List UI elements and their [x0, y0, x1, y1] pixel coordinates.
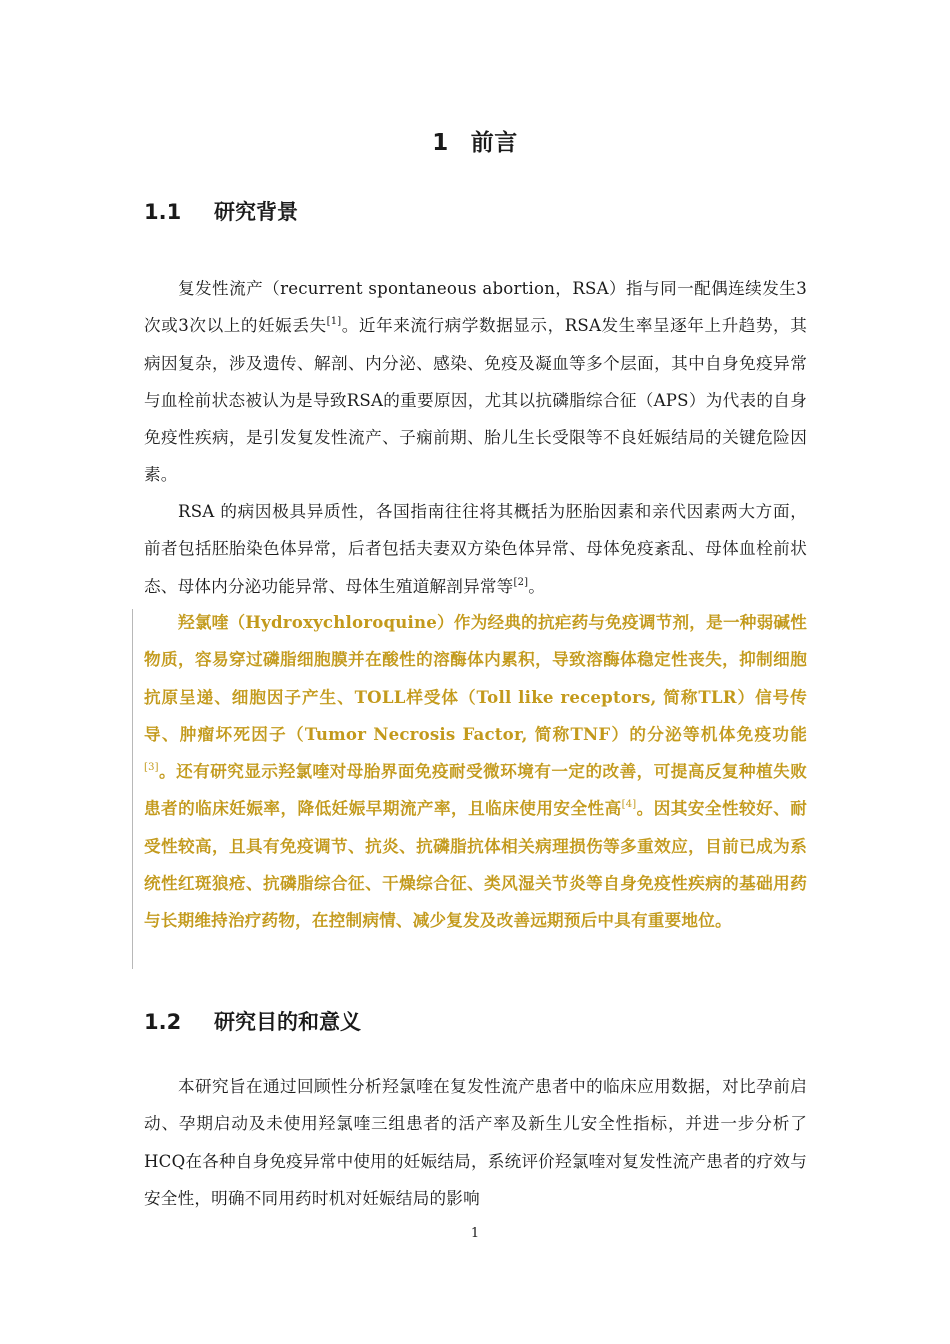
paragraph-text: 。因其安全性较好、耐受性较高，且具有免疫调节、抗炎、抗磷脂抗体相关病理损伤等多重效应，目前已成为系统性红斑狼疮、抗磷脂综合征、干燥综合征、类风湿关节炎等自身免疫性疾病的基础用药与长期维持治疗药物，在控制病情、减少复发及改善远期预后中具有重要地位。	[144, 798, 807, 931]
paragraph-text: RSA 的病因极具异质性，各国指南往往将其概括为胚胎因素和亲代因素两大方面，前者包括胚胎染色体异常，后者包括夫妻双方染色体异常、母体免疫紊乱、母体血栓前状态、母体内分泌功能异常、母体生殖道解剖异常等	[144, 502, 807, 596]
citation-4: [4]	[621, 799, 637, 811]
purpose-paragraph	[144, 1068, 807, 1217]
paragraph-text: 。还有研究显示羟氯喹对母胎界面免疫耐受微环境有一定的改善，可提高反复种植失败患者的临床妊娠率，降低妊娠早期流产率，且临床使用安全性高	[144, 761, 807, 819]
section-title-text: 研究目的和意义	[214, 1010, 361, 1034]
paragraph-text: 本研究旨在通过回顾性分析羟氯喹在复发性流产患者中的临床应用数据，对比孕前启动、孕期启动及未使用羟氯喹三组患者的活产率及新生儿安全性指标，并进一步分析了HCQ在各种自身免疫异常中使用的妊娠结局，系统评价羟氯喹对复发性流产患者的疗效与安全性，明确不同用药时机对妊娠结局的影响	[144, 1077, 807, 1208]
citation-3: [3]	[144, 762, 159, 774]
paragraph-text: 。近年来流行病学数据显示，RSA发生率呈逐年上升趋势，其病因复杂，涉及遗传、解剖、内分泌、感染、免疫及凝血等多个层面，其中自身免疫异常与血栓前状态被认为是导致RSA的重要原因，尤其以抗磷脂综合征（APS）为代表的自身免疫性疾病，是引发复发性流产、子痫前期、胎儿生长受限等不良妊娠结局的关键危险因素。	[144, 316, 807, 485]
section-heading-1-2	[144, 1006, 361, 1036]
chapter-number: 1	[432, 130, 449, 156]
section-number: 1.1	[144, 200, 182, 224]
highlighted-paragraph-hydroxychloroquine	[144, 604, 807, 940]
section-number: 1.2	[144, 1010, 182, 1034]
background-paragraph-1	[144, 270, 807, 494]
page-number: 1	[470, 1226, 480, 1241]
section-heading-1-1	[144, 196, 298, 226]
paragraph-text: 复发性流产（recurrent spontaneous abortion，RSA）指与同一配偶连续发生3次或3次以上的妊娠丢失	[144, 279, 807, 336]
chapter-title	[0, 124, 950, 157]
chapter-title-text: 前言	[470, 130, 518, 156]
revision-change-bar	[132, 609, 133, 969]
citation-2: [2]	[513, 576, 529, 588]
citation-1: [1]	[326, 316, 342, 328]
paragraph-text: 羟氯喹（Hydroxychloroquine）作为经典的抗疟药与免疫调节剂，是一种弱碱性物质，容易穿过磷脂细胞膜并在酸性的溶酶体内累积，导致溶酶体稳定性丧失，抑制细胞抗原呈递、细胞因子产生、TOLL样受体（Toll like receptors, 简称TLR）信号传导、肿瘤坏死因子（Tumor Necrosis Factor, 简称TNF）的分泌等机体免疫功能	[144, 612, 807, 744]
section-title-text: 研究背景	[214, 200, 298, 224]
background-paragraph-2	[144, 493, 807, 605]
paragraph-text: 。	[528, 576, 546, 596]
